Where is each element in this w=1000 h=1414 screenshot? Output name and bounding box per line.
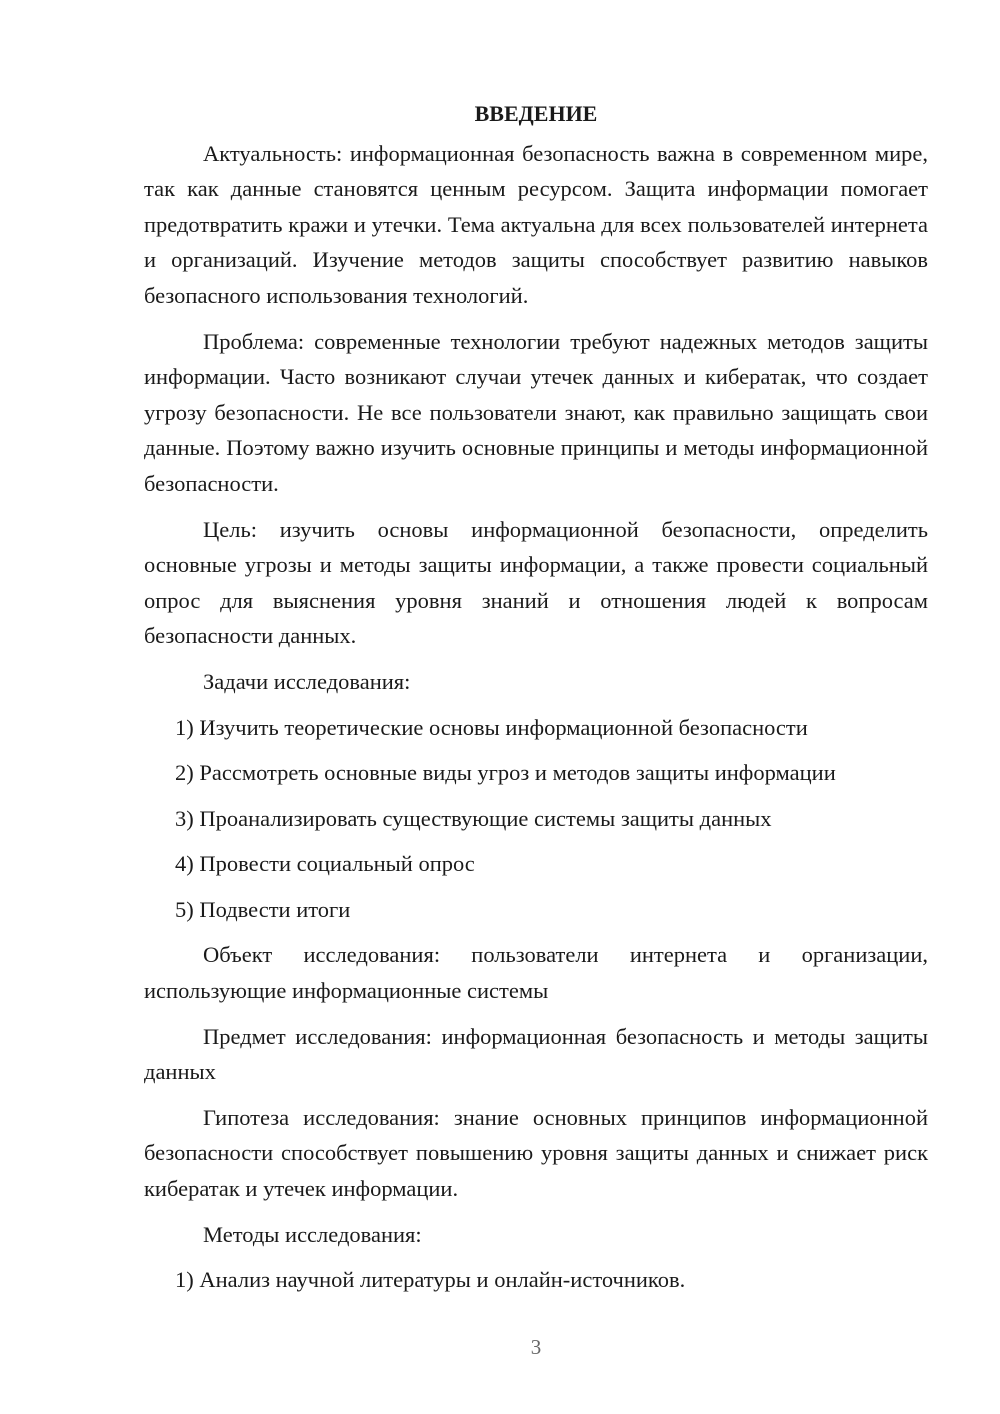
paragraph-object: Объект исследования: пользователи интернета и организации, использующие информационные системы	[144, 942, 928, 1004]
page-number: 3	[530, 1335, 542, 1359]
list-item: 5) Подвести итоги	[175, 896, 351, 922]
paragraph-subject: Предмет исследования: информационная безопасность и методы защиты данных	[144, 1023, 928, 1085]
page-title: ВВЕДЕНИЕ	[474, 101, 598, 126]
tasks-heading: Задачи исследования:	[203, 668, 411, 694]
list-item: 1) Анализ научной литературы и онлайн-источников.	[175, 1267, 686, 1293]
list-item: 2) Рассмотреть основные виды угроз и методов защиты информации	[175, 760, 836, 786]
list-item: 4) Провести социальный опрос	[175, 851, 475, 877]
paragraph-goal: Цель: изучить основы информационной безопасности, определить основные угрозы и методы защиты информации, а также провести социальный опрос для выяснения уровня знаний и отношения людей к вопросам безопасности данных.	[144, 516, 928, 649]
document-body	[144, 96, 928, 1308]
paragraph-hypothesis: Гипотеза исследования: знание основных принципов информационной безопасности способствует повышению уровня защиты данных и снижает риск кибератак и утечек информации.	[144, 1104, 928, 1202]
paragraph-problem: Проблема: современные технологии требуют надежных методов защиты информации. Часто возникают случаи утечек данных и кибератак, что создает угрозу безопасности. Не все пользователи знают, как правильно защищать свои данные. Поэтому важно изучить основные принципы и методы информационной безопасности.	[144, 328, 928, 496]
methods-heading: Методы исследования:	[203, 1221, 422, 1247]
paragraph-relevance: Актуальность: информационная безопасность важна в современном мире, так как данные становятся ценным ресурсом. Защита информации помогает предотвратить кражи и утечки. Тема актуальна для всех пользователей интернета и организаций. Изучение методов защиты способствует развитию навыков безопасного использования технологий.	[144, 140, 928, 308]
list-item: 3) Проанализировать существующие системы защиты данных	[175, 805, 772, 831]
list-item: 1) Изучить теоретические основы информационной безопасности	[175, 714, 808, 740]
